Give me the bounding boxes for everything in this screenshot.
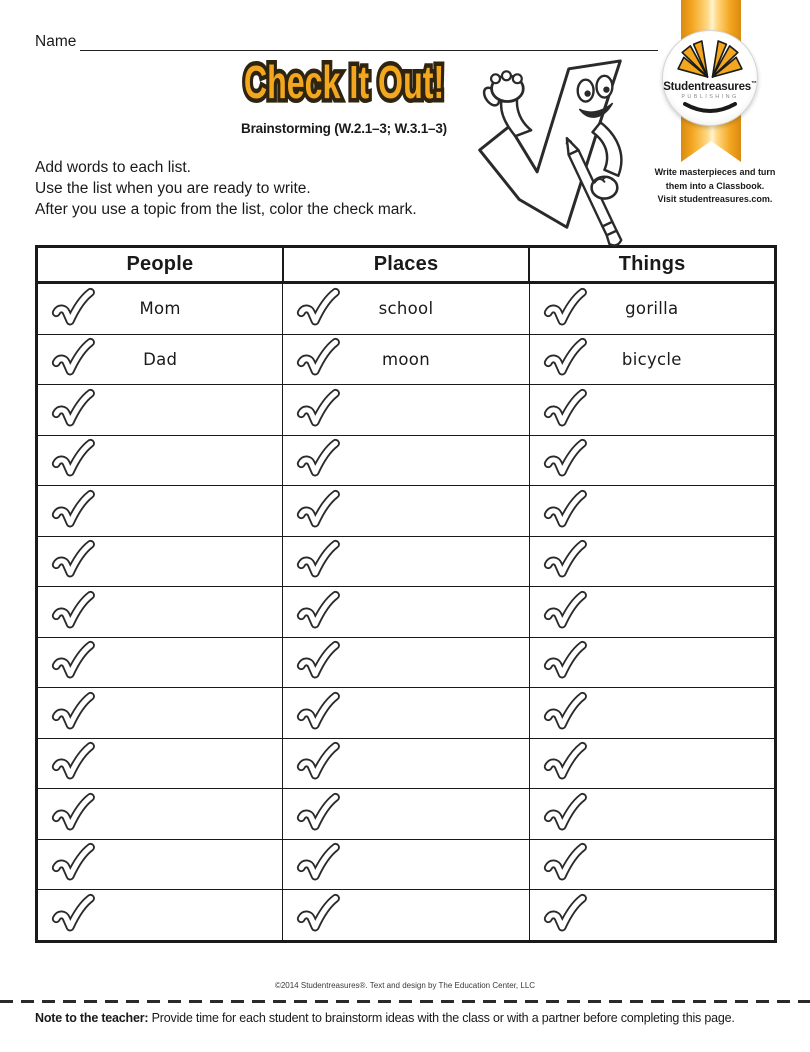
cell-word: Dad [143, 349, 178, 369]
table-cell [283, 486, 529, 537]
table-row [37, 435, 776, 486]
table-cell [283, 688, 529, 739]
table-cell [283, 789, 529, 840]
cell-word [530, 385, 774, 435]
table-cell [283, 839, 529, 890]
teacher-note-text: Provide time for each student to brainstorm ideas with the class or with a partner before completing this page. [151, 1011, 735, 1025]
table-row [37, 385, 776, 436]
cell-word [530, 688, 774, 738]
cell-word [530, 587, 774, 637]
table-body [37, 283, 776, 942]
cell-word [283, 890, 528, 940]
publisher-tagline [640, 166, 790, 207]
name-label: Name [35, 33, 77, 50]
table-cell [529, 890, 775, 942]
copyright-footer: ©2014 Studentreasures®. Text and design by The Education Center, LLC [274, 981, 536, 990]
cell-word [283, 486, 528, 536]
cell-word [38, 385, 282, 435]
table-row [37, 789, 776, 840]
table-cell [283, 435, 529, 486]
table-cell [37, 839, 283, 890]
cell-word [38, 638, 282, 688]
table-row [37, 839, 776, 890]
cell-word [530, 537, 774, 587]
table-cell [283, 334, 529, 385]
cell-word [283, 688, 528, 738]
table-cell [529, 738, 775, 789]
instructions [35, 158, 417, 221]
table-cell [283, 637, 529, 688]
tagline-line: Visit studentreasures.com. [657, 194, 773, 204]
cell-word [38, 688, 282, 738]
table-cell [529, 688, 775, 739]
cell-word [530, 436, 774, 486]
dashed-cut-line [0, 1000, 810, 1003]
table-cell [37, 789, 283, 840]
table-cell [37, 587, 283, 638]
table-cell [529, 283, 775, 335]
table-cell [37, 435, 283, 486]
table-cell [283, 738, 529, 789]
cell-word [283, 840, 528, 890]
cell-word [283, 587, 528, 637]
cell-word [38, 587, 282, 637]
table-cell [37, 334, 283, 385]
cell-word [530, 789, 774, 839]
publisher-logo-subtitle: PUBLISHING [681, 94, 739, 100]
cell-word [530, 739, 774, 789]
publisher-logo-name: Studentreasures™ [663, 81, 757, 93]
cell-word [38, 436, 282, 486]
smile-arc-icon [681, 102, 739, 116]
cell-word: gorilla [625, 299, 679, 319]
table-cell [529, 486, 775, 537]
publisher-badge [662, 30, 758, 126]
cell-word [283, 537, 528, 587]
cell-word [530, 890, 774, 940]
teacher-note [35, 1011, 783, 1025]
title-block [194, 58, 494, 136]
table-cell [283, 385, 529, 436]
table-cell [37, 688, 283, 739]
table-cell [529, 839, 775, 890]
cell-word [38, 789, 282, 839]
cell-word [283, 789, 528, 839]
table-cell [529, 435, 775, 486]
cell-word [283, 739, 528, 789]
table-cell [37, 738, 283, 789]
table-cell [283, 536, 529, 587]
cell-word: moon [382, 349, 430, 369]
table-row [37, 738, 776, 789]
table-row [37, 486, 776, 537]
instruction-line: After you use a topic from the list, color the check mark. [35, 200, 417, 218]
cell-word [38, 840, 282, 890]
table-cell [529, 587, 775, 638]
page-subtitle: Brainstorming (W.2.1–3; W.3.1–3) [241, 121, 447, 137]
col-header-things: Things [529, 247, 775, 283]
instruction-line: Use the list when you are ready to write. [35, 179, 311, 197]
table-cell [283, 283, 529, 335]
cell-word [283, 638, 528, 688]
page-title: Check It Out! Check It Out! [239, 58, 449, 106]
table-cell [37, 486, 283, 537]
brainstorm-table [35, 245, 777, 943]
table-row [37, 283, 776, 335]
table-cell [529, 385, 775, 436]
table-head-row [37, 247, 776, 283]
cell-word [530, 486, 774, 536]
cell-word [530, 638, 774, 688]
table-row [37, 536, 776, 587]
cell-word [38, 486, 282, 536]
open-book-logo-icon [674, 38, 746, 80]
table-cell [529, 334, 775, 385]
teacher-note-label: Note to the teacher: [35, 1011, 149, 1025]
col-header-places: Places [283, 247, 529, 283]
instruction-line: Add words to each list. [35, 159, 191, 176]
table-row [37, 334, 776, 385]
tagline-line: Write masterpieces and turn [654, 167, 776, 177]
cell-word [283, 436, 528, 486]
cell-word: Mom [139, 299, 181, 319]
cell-word: school [378, 299, 434, 319]
cell-word [283, 385, 528, 435]
table-cell [283, 890, 529, 942]
col-header-people: People [37, 247, 283, 283]
table-cell [37, 536, 283, 587]
cell-word: bicycle [621, 349, 682, 369]
table-row [37, 890, 776, 942]
table-cell [37, 385, 283, 436]
tagline-line: them into a Classbook. [665, 180, 765, 191]
cell-word [530, 840, 774, 890]
table-cell [37, 637, 283, 688]
table-cell [529, 536, 775, 587]
name-blank-line [80, 50, 658, 51]
table-row [37, 637, 776, 688]
cell-word [38, 537, 282, 587]
table-row [37, 688, 776, 739]
table-cell [529, 637, 775, 688]
table-row [37, 587, 776, 638]
checkmark-character-illustration [450, 52, 648, 252]
table-cell [283, 587, 529, 638]
table-cell [37, 890, 283, 942]
table-cell [529, 789, 775, 840]
cell-word [38, 739, 282, 789]
cell-word [38, 890, 282, 940]
table-cell [37, 283, 283, 335]
